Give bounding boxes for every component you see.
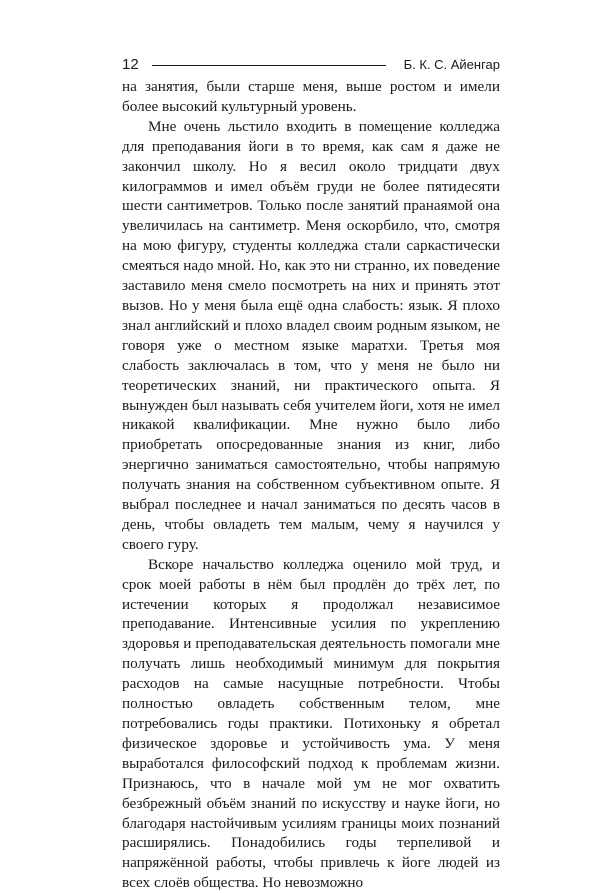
paragraph: Мне очень льстило входить в помещение колледжа для преподавания йоги в то время, как сам я даже не закончил школу. Но я весил около тридцати двух килограммов и имел объём груди не более пятидесяти шести сантиметров. Только после занятий пранаямой она увеличилась на сантиметр. Меня оскорбило, что, смотря на мою фигуру, студенты колледжа стали саркастически смеяться надо мной. Но, как это ни странно, их поведение заставило меня смело посмотреть на них и принять этот вызов. Но у меня была ещё одна слабость: язык. Я плохо знал английский и плохо владел своим родным языком, не говоря уже о местном языке маратхи. Третья моя слабость заключалась в том, что у меня не было ни теоретических знаний, ни практического опыта. Я вынужден был называть себя учителем йоги, хотя не имел никакой квалификации. Мне нужно было либо приобретать опосредованные знания из книг, либо энергично заниматься самостоятельно, чтобы напрямую получать знания на собственном субъективном опыте. Я выбрал последнее и начал заниматься по десять часов в день, чтобы овладеть тем малым, чему я научился у своего гуру. (122, 117, 500, 553)
page-header (122, 56, 500, 78)
body-text (122, 77, 500, 893)
header-rule (152, 65, 386, 66)
paragraph: Вскоре начальство колледжа оценило мой труд, и срок моей работы в нём был продлён до трёх лет, по истечении которых я продолжал независимое преподавание. Интенсивные усилия по укреплению здоровья и преподавательская деятельность помогали мне получать лишь необходимый минимум для покрытия расходов на самые насущные потребности. Чтобы полностью овладеть собственным телом, мне потребовались годы практики. Потихоньку я обретал физическое здоровье и устойчивость ума. У меня выработался философский подход к проблемам жизни. Признаюсь, что в начале мой ум не мог охватить безбрежный объём знаний по искусству и науке йоги, но благодаря настойчивым усилиям границы моих познаний расширялись. Понадобились годы терпеливой и напряжённой работы, чтобы привлечь к йоге людей из всех слоёв общества. Но невозможно (122, 555, 500, 892)
paragraph: на занятия, были старше меня, выше ростом и имели более высокий культурный уровень. (122, 78, 500, 115)
running-head: Б. К. С. Айенгар (403, 57, 500, 72)
page-number: 12 (122, 56, 139, 73)
